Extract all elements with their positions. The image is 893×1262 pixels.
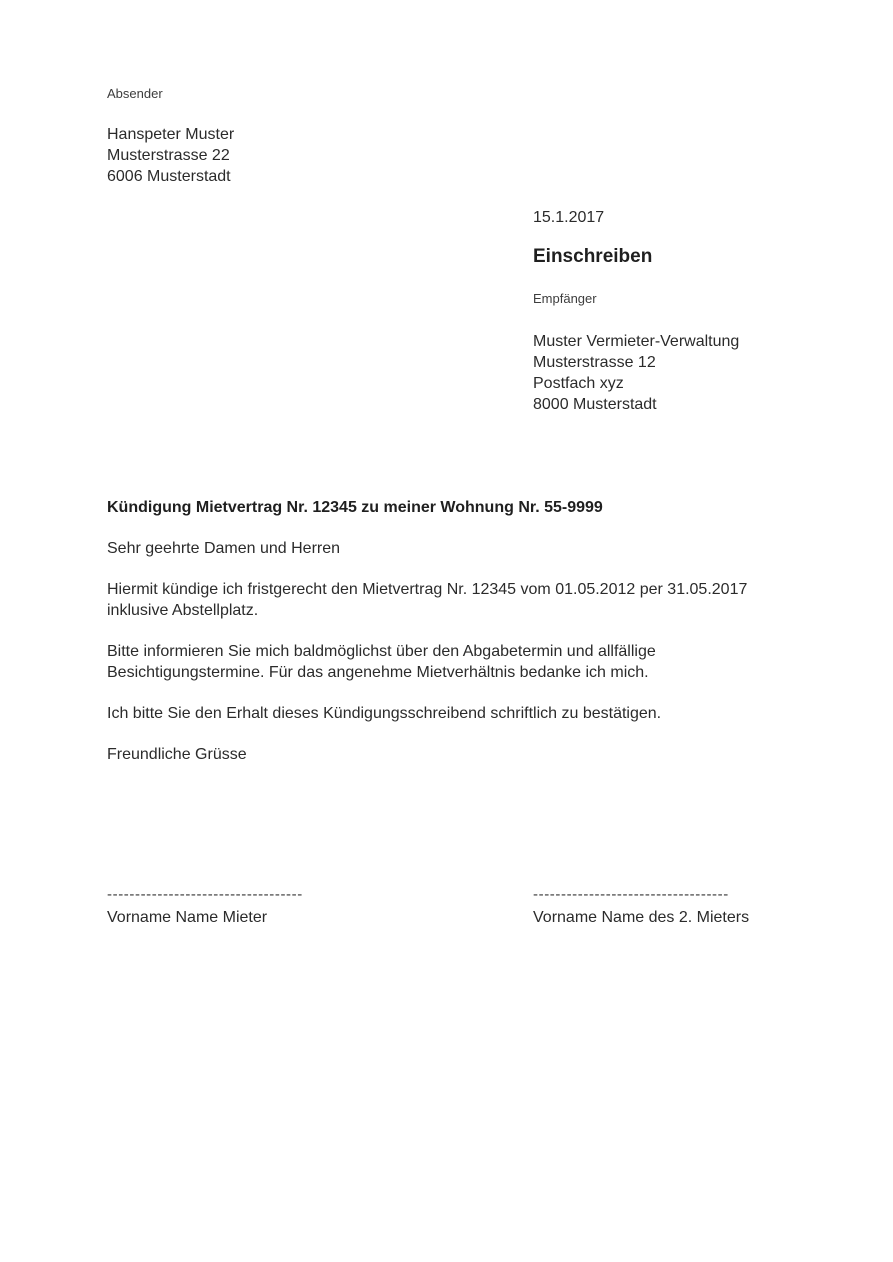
body-paragraph: Bitte informieren Sie mich baldmöglichst über den Abgabetermin und allfällige Besichtigungstermine. Für das angenehme Mietverhältnis bedanke ich mich. — [107, 643, 656, 681]
body-paragraph: Hiermit kündige ich fristgerecht den Mietvertrag Nr. 12345 vom 01.05.2012 per 31.05.2017 inklusive Abstellplatz. — [107, 581, 748, 619]
recipient-street: Musterstrasse 12 — [533, 354, 656, 371]
closing-phrase: Freundliche Grüsse — [107, 746, 247, 763]
recipient-label: Empfänger — [533, 291, 597, 306]
letter-date: 15.1.2017 — [533, 209, 605, 226]
sender-label: Absender — [107, 86, 163, 101]
recipient-pobox: Postfach xyz — [533, 375, 624, 392]
subject-line: Kündigung Mietvertrag Nr. 12345 zu meiner Wohnung Nr. 55-9999 — [107, 499, 603, 516]
recipient-address-block — [533, 331, 739, 415]
sender-street: Musterstrasse 22 — [107, 147, 230, 164]
recipient-city: 8000 Musterstadt — [533, 396, 657, 413]
signature-block-tenant-1 — [107, 888, 407, 928]
letter-body — [107, 497, 755, 785]
signature-line: ----------------------------------- — [533, 888, 729, 902]
signature-block-tenant-2 — [533, 888, 833, 928]
delivery-method-heading: Einschreiben — [533, 246, 653, 267]
body-paragraph: Ich bitte Sie den Erhalt dieses Kündigungsschreibend schriftlich zu bestätigen. — [107, 705, 662, 722]
sender-city: 6006 Musterstadt — [107, 168, 231, 185]
recipient-name: Muster Vermieter-Verwaltung — [533, 333, 740, 350]
sender-name: Hanspeter Muster — [107, 126, 235, 143]
sender-address-block — [107, 124, 234, 187]
signature-line: ----------------------------------- — [107, 888, 303, 902]
signature-label-tenant-1: Vorname Name Mieter — [107, 909, 268, 926]
signature-label-tenant-2: Vorname Name des 2. Mieters — [533, 909, 750, 926]
salutation: Sehr geehrte Damen und Herren — [107, 540, 341, 557]
